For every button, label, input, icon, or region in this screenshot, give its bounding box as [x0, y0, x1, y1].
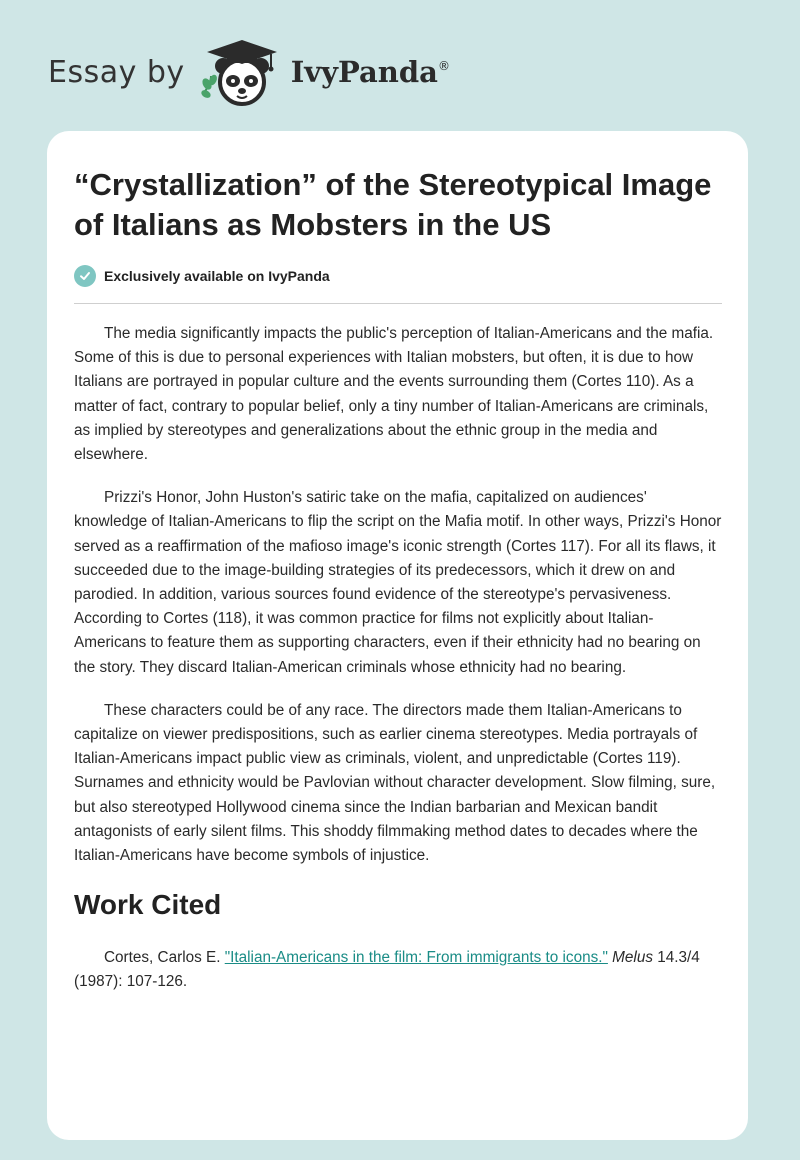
- check-circle-icon: [74, 265, 96, 287]
- works-cited-heading: Work Cited: [74, 889, 222, 921]
- paragraph-1: The media significantly impacts the public's perception of Italian-Americans and the mafia. Some of this is due to personal experiences with Italian mobsters, but often, it is due to how Italians are portrayed in popular culture and the events surrounding them (Cortes 110). As a matter of fact, contrary to popular belief, only a tiny number of Italian-Americans are criminals, as implied by stereotypes and generalizations about the ethnic group in the media and elsewhere.: [74, 325, 714, 464]
- exclusive-badge: [74, 265, 330, 287]
- citation-journal: Melus: [612, 949, 653, 967]
- essay-card: [47, 131, 748, 1140]
- citation-details: 14.3/4 (1987): 107-126.: [74, 949, 700, 991]
- citation-link[interactable]: "Italian-Americans in the film: From immigrants to icons.": [224, 949, 608, 967]
- ivypanda-logo[interactable]: [199, 36, 450, 108]
- page-title: “Crystallization” of the Stereotypical Image of Italians as Mobsters in the US: [74, 167, 712, 242]
- registered-mark: ®: [437, 59, 450, 73]
- essay-by-label: Essay by: [48, 54, 185, 90]
- logo-wordmark: IvyPanda®: [290, 55, 450, 89]
- exclusive-badge-label: Exclusively available on IvyPanda: [104, 268, 330, 284]
- panda-graduation-cap-icon: [199, 36, 283, 108]
- citation-author: Cortes, Carlos E.: [104, 949, 225, 967]
- citation-entry: [74, 946, 724, 994]
- paragraph-2: Prizzi's Honor, John Huston's satiric take on the mafia, capitalized on audiences' knowledge of Italian-Americans to flip the script on the Mafia motif. In other ways, Prizzi's Honor served as a reaffirmation of the mafioso image's iconic strength (Cortes 117). For all its flaws, it succeeded due to the image-building strategies of its predecessors, which it drew on and parodied. In addition, various sources found evidence of the stereotype's pervasiveness. According to Cortes (118), it was common practice for films not explicitly about Italian-Americans to feature them as supporting characters, even if their ethnicity had no bearing on the story. They discard Italian-American criminals whose ethnicity had no bearing.: [74, 489, 722, 676]
- divider: [74, 303, 722, 304]
- site-header: [48, 36, 450, 108]
- paragraph-3: These characters could be of any race. The directors made them Italian-Americans to capitalize on viewer predispositions, such as earlier cinema stereotypes. Media portrayals of Italian-Americans impact public view as criminals, violent, and unpredictable (Cortes 119). Surnames and ethnicity would be Pavlovian without character development. Slow filming, sure, but also stereotyped Hollywood cinema since the Indian barbarian and Mexican bandit antagonists of early silent films. This shoddy filmmaking method dates to decades where the Italian-Americans have become symbols of injustice.: [74, 701, 716, 865]
- essay-body: [74, 322, 724, 1014]
